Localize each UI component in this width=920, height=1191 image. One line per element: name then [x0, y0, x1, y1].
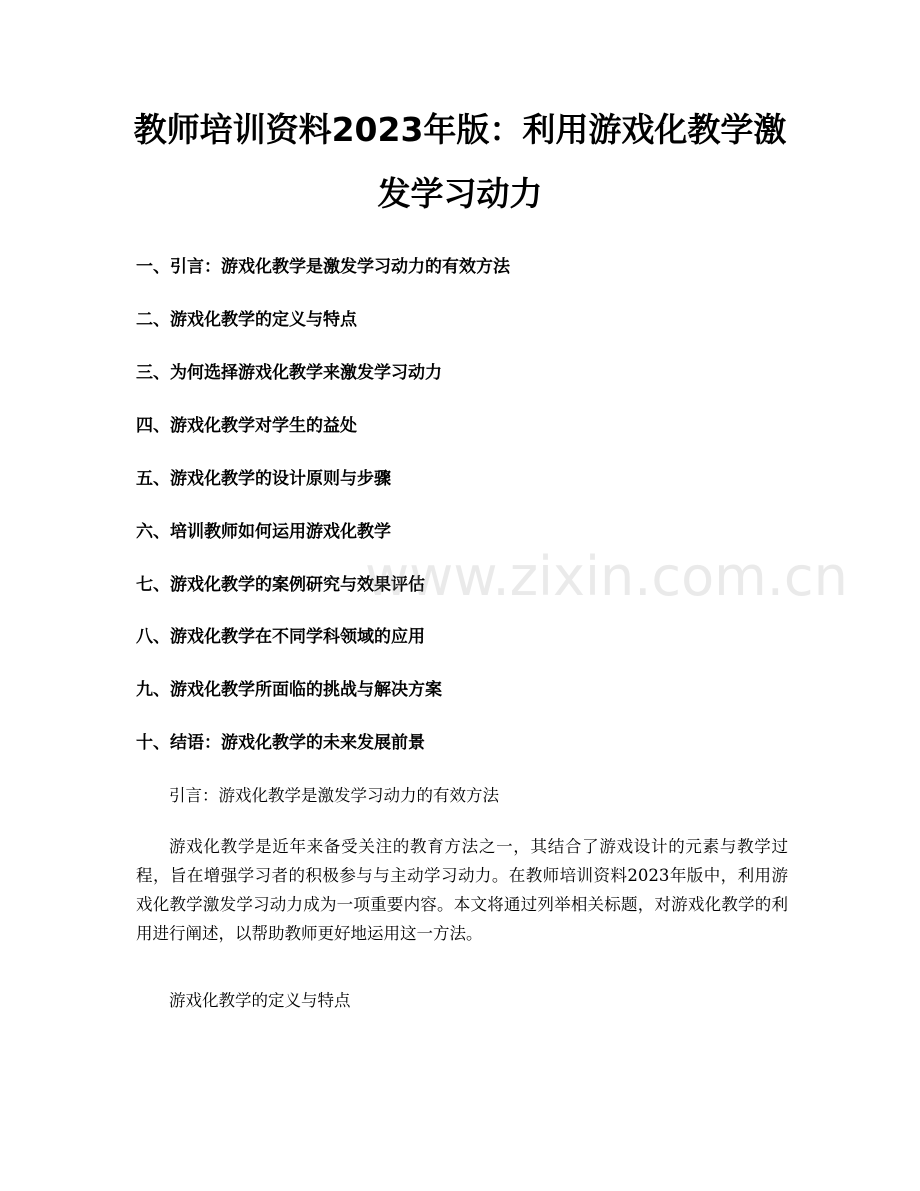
toc-item-10: 十、结语：游戏化教学的未来发展前景	[136, 733, 425, 753]
watermark: www.zixin.com.cn	[365, 545, 848, 608]
toc-item-5: 五、游戏化教学的设计原则与步骤	[136, 469, 391, 489]
document-title-line-2: 发学习动力	[377, 174, 543, 213]
document-title-line-1: 教师培训资料2023年版：利用游戏化教学激	[133, 110, 787, 149]
toc-item-9: 九、游戏化教学所面临的挑战与解决方案	[136, 680, 442, 700]
intro-paragraph: 游戏化教学是近年来备受关注的教育方法之一，其结合了游戏设计的元素与教学过程，旨在增强学习者的积极参与与主动学习动力。在教师培训资料2023年版中，利用游戏化教学激发学习动力成为一项重要内容。本文将通过列举相关标题，对游戏化教学的利用进行阐述，以帮助教师更好地运用这一方法。	[136, 837, 788, 943]
toc-item-6: 六、培训教师如何运用游戏化教学	[136, 522, 391, 542]
toc-item-3: 三、为何选择游戏化教学来激发学习动力	[136, 363, 442, 383]
toc-item-7: 七、游戏化教学的案例研究与效果评估	[136, 575, 425, 595]
toc-item-4: 四、游戏化教学对学生的益处	[136, 416, 357, 436]
toc-item-2: 二、游戏化教学的定义与特点	[136, 310, 357, 330]
intro-heading: 引言：游戏化教学是激发学习动力的有效方法	[169, 786, 499, 805]
section-heading: 游戏化教学的定义与特点	[169, 991, 351, 1010]
toc-item-1: 一、引言：游戏化教学是激发学习动力的有效方法	[136, 257, 510, 277]
toc-item-8: 八、游戏化教学在不同学科领域的应用	[136, 627, 425, 647]
